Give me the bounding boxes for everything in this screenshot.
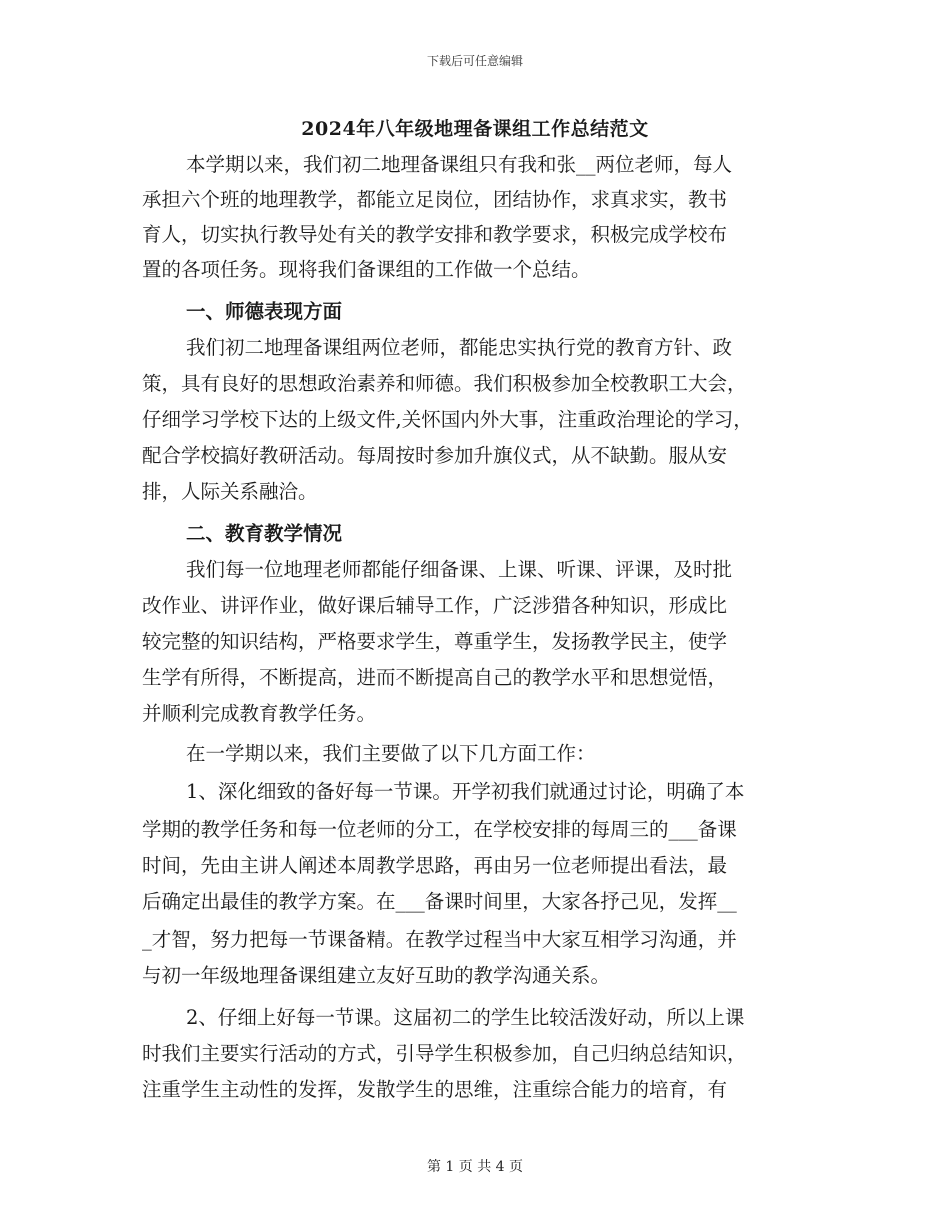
body-line: _才智，努力把每一节课备精。在教学过程当中大家互相学习沟通，并 [142, 928, 737, 951]
body-line: 时我们主要实行活动的方式，引导学生积极参加，自己归纳总结知识， [142, 1042, 747, 1065]
page-header-note: 下载后可任意编辑 [426, 54, 523, 68]
body-line: 生学有所得，不断提高，进而不断提高自己的教学水平和思想觉悟， [142, 666, 728, 689]
body-line: 策，具有良好的思想政治素养和师德。我们积极参加全校教职工大会， [142, 372, 747, 395]
document-title: 2024年八年级地理备课组工作总结范文 [301, 118, 649, 140]
body-line: 本学期以来，我们初二地理备课组只有我和张__两位老师，每人 [186, 153, 733, 176]
body-line: 排，人际关系融洽。 [142, 480, 318, 503]
body-line: 注重学生主动性的发挥，发散学生的思维，注重综合能力的培育，有 [142, 1078, 728, 1101]
body-line: 我们每一位地理老师都能仔细备课、上课、听课、评课，及时批 [186, 558, 733, 581]
body-line: 1、深化细致的备好每一节课。开学初我们就通过讨论，明确了本 [186, 780, 745, 803]
body-line: 后确定出最佳的教学方案。在___备课时间里，大家各抒己见，发挥__ [142, 890, 737, 913]
body-line: 学期的教学任务和每一位老师的分工，在学校安排的每周三的___备课 [142, 818, 737, 841]
body-line: 承担六个班的地理教学，都能立足岗位，团结协作，求真求实，教书 [142, 188, 728, 211]
body-line: 我们初二地理备课组两位老师，都能忠实执行党的教育方针、政 [186, 336, 733, 359]
body-line: 并顺利完成教育教学任务。 [142, 702, 377, 725]
body-line: 时间，先由主讲人阐述本周教学思路，再由另一位老师提出看法，最 [142, 854, 728, 877]
body-line: 较完整的知识结构，严格要求学生，尊重学生，发扬教学民主，使学 [142, 630, 728, 653]
body-line: 与初一年级地理备课组建立友好互助的教学沟通关系。 [142, 964, 611, 987]
body-line: 2、仔细上好每一节课。这届初二的学生比较活泼好动，所以上课 [186, 1006, 745, 1029]
body-line: 配合学校搞好教研活动。每周按时参加升旗仪式，从不缺勤。服从安 [142, 444, 728, 467]
body-line: 仔细学习学校下达的上级文件,关怀国内外大事，注重政治理论的学习， [142, 408, 753, 431]
page-number: 第 1 页 共 4 页 [426, 1159, 524, 1175]
body-line: 置的各项任务。现将我们备课组的工作做一个总结。 [142, 258, 591, 281]
section-heading: 一、师德表现方面 [186, 300, 343, 323]
body-line: 育人，切实执行教导处有关的教学安排和教学要求，积极完成学校布 [142, 223, 728, 246]
section-heading: 二、教育教学情况 [186, 522, 343, 545]
body-line: 在一学期以来，我们主要做了以下几方面工作： [186, 742, 596, 765]
body-line: 改作业、讲评作业，做好课后辅导工作，广泛涉猎各种知识，形成比 [142, 594, 728, 617]
